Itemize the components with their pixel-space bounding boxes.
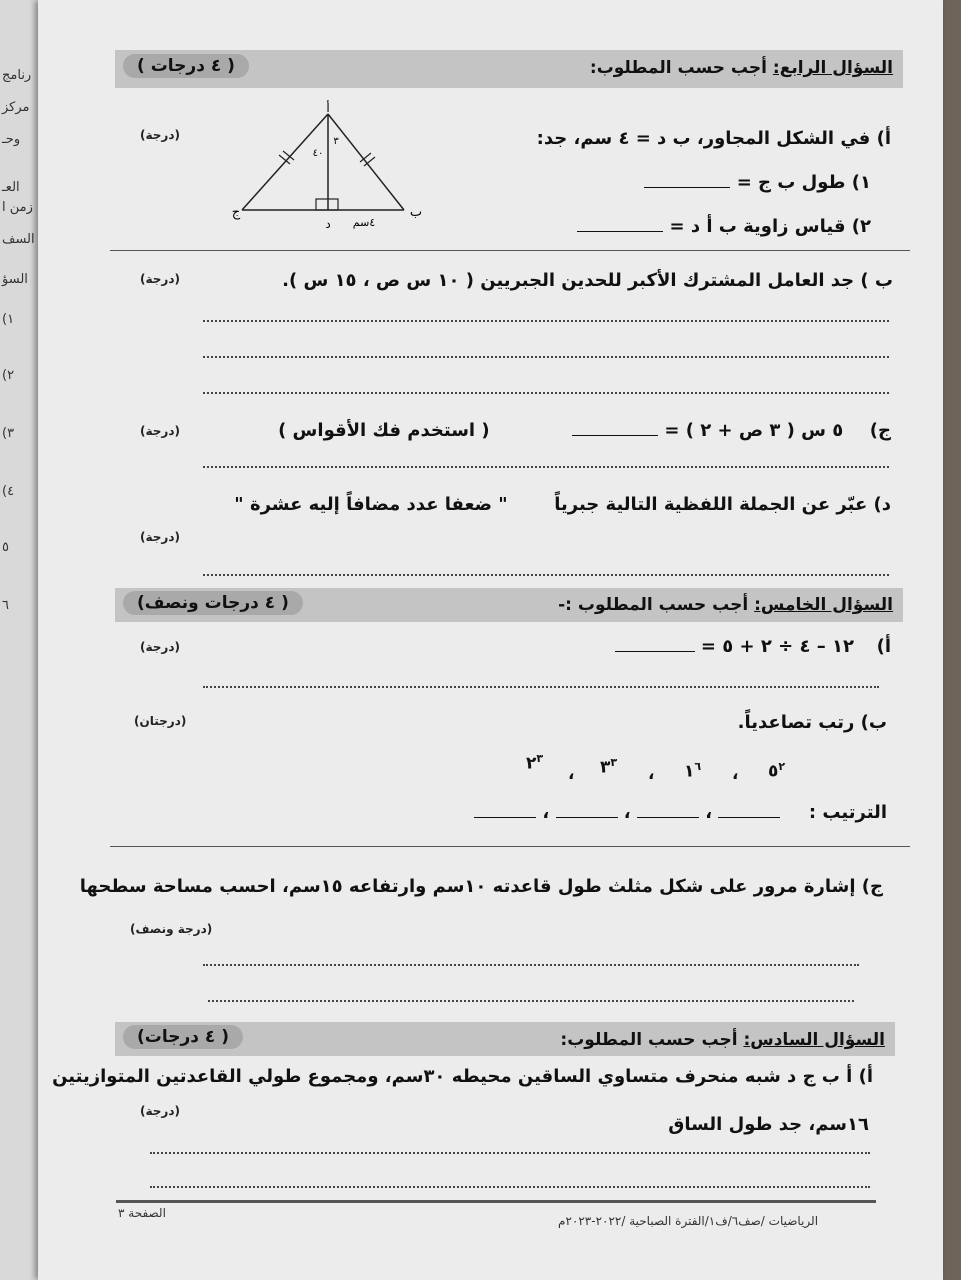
angle-right-label: ٣ [333,136,339,147]
vertex-right-label: ب [409,205,423,220]
q4a-grade: (درجة) [140,128,180,142]
q6a-line2: ١٦سم، جد طول الساق [668,1114,869,1135]
answer-line[interactable] [203,392,889,394]
power-exponent: ٣ [536,752,544,765]
answer-line[interactable] [203,466,889,468]
underpage-fragment: زمن ا [2,200,33,215]
separator: ، [568,764,575,784]
separator: ، [623,802,631,823]
q4d-line [234,494,891,515]
answer-blank[interactable] [556,803,618,818]
footer-page-number: الصفحة ٣ [118,1206,166,1220]
footer-course: الرياضيات /صف٦/ف١/الفترة الصباحية /٢٠٢٢-٢٠٢٣م [558,1214,819,1228]
q4c-expression: ٥ س ( ٣ ص + ٢ ) = [664,420,844,441]
q4a-intro: أ) في الشكل المجاور، ب د = ٤ سم، جد: [536,128,891,149]
power-exponent: ٢ [778,760,786,773]
answer-line[interactable] [203,964,859,966]
q5a-expression: ١٢ – ٤ ÷ ٢ + ٥ = [700,636,855,657]
separator: ، [732,764,739,784]
q4-title-wrap [590,58,893,78]
answer-line[interactable] [203,356,889,358]
underpage-fragment: رنامج [2,68,32,83]
answer-blank[interactable] [577,217,663,232]
power-exponent: ٣ [610,756,618,769]
q5-grade: ( ٤ درجات ونصف) [123,591,303,615]
underpage-fragment: ٤) [2,484,15,499]
q5b-order-line [474,802,887,823]
q5a-grade: (درجة) [140,640,180,654]
q6-title-wrap [560,1030,885,1050]
answer-blank[interactable] [615,637,695,652]
angle-left-label: ٤٠ [312,148,324,159]
divider [110,846,910,847]
q6-grade: ( ٤ درجات) [123,1025,243,1049]
q5c-grade: (درجة ونصف) [130,922,213,936]
side-ac [242,114,328,210]
q4-instruction: أجب حسب المطلوب: [589,58,767,78]
q4d-text: د) عبّر عن الجملة اللفظية التالية جبرياً [554,494,891,515]
separator: ، [542,802,550,823]
power-item [526,752,543,774]
separator: ، [648,764,655,784]
answer-blank[interactable] [718,803,780,818]
underpage-fragment: مركز [2,100,30,115]
q5-header [115,588,903,622]
power-exponent: ٦ [694,760,702,773]
vertex-left-label: ج [231,205,241,220]
footer-rule [116,1200,876,1203]
power-item [684,760,701,782]
q4c-hint: ( استخدم فك الأقواس ) [278,420,490,441]
answer-blank[interactable] [474,803,536,818]
separator: ، [705,802,713,823]
q4d-grade: (درجة) [140,530,180,544]
right-angle-mark [316,199,338,210]
power-base: ٥ [768,761,779,782]
underpage-fragment: ٥ [2,540,9,555]
power-base: ١ [684,761,695,782]
underpage-fragment: ١) [2,312,15,327]
q4a-item1-label: ١) طول ب ج = [736,172,871,193]
answer-blank[interactable] [637,803,699,818]
answer-line[interactable] [203,574,889,576]
underpage-fragment: السؤ [2,272,28,287]
answer-blank[interactable] [572,421,658,436]
triangle-figure [224,100,424,232]
q4a-item2 [577,216,871,237]
q5a-line [615,636,891,657]
q4c-line [278,420,891,441]
q4b-text: ب ) جد العامل المشترك الأكبر للحدين الجبريين ( ١٠ س ص ، ١٥ س ). [282,270,893,291]
q5-title-wrap [558,595,893,615]
q5b-text: ب) رتب تصاعدياً. [737,712,887,733]
q6-header [115,1022,895,1056]
answer-line[interactable] [203,686,879,688]
q4c-grade: (درجة) [140,424,180,438]
power-base: ٣ [600,757,611,778]
q4a-item2-label: ٢) قياس زاوية ب أ د = [669,216,871,237]
underpage-fragment: ٢) [2,368,15,383]
underpage-fragment: العـ [2,180,20,195]
q4-grade: ( ٤ درجات ) [123,54,249,78]
power-item [768,760,785,782]
q6a-grade: (درجة) [140,1104,180,1118]
q5-title: السؤال الخامس: [754,595,893,615]
q4c-label: ج) [869,420,891,441]
q4a-item1 [644,172,871,193]
answer-blank[interactable] [644,173,730,188]
foot-label: د [325,217,331,231]
q4-header [115,50,903,88]
power-item [600,756,617,778]
q4-title: السؤال الرابع: [772,58,893,78]
q6a-line1: أ) أ ب ج د شبه منحرف متساوي الساقين محيطه ٣٠سم، ومجموع طولي القاعدتين المتوازيتين [52,1066,873,1087]
answer-line[interactable] [203,320,889,322]
q6-title: السؤال السادس: [743,1030,885,1050]
q5a-label: أ) [876,636,891,657]
power-base: ٢ [526,753,537,774]
underpage-fragment: السف [2,232,35,247]
divider [110,250,910,251]
exam-page [38,0,943,1280]
underpage-fragment: ٣) [2,426,15,441]
answer-line[interactable] [208,1000,854,1002]
answer-line[interactable] [150,1152,870,1154]
vertex-top-label: أ [326,101,330,115]
underpage-fragment: وحـ [2,132,21,147]
q5b-grade: (درجتان) [134,714,187,728]
underpage-fragment: ٦ [2,598,9,613]
q6-instruction: أجب حسب المطلوب: [560,1030,738,1050]
answer-line[interactable] [150,1186,870,1188]
side-length-label: ٤سم [352,216,376,229]
q5b-order-label: الترتيب : [808,802,887,823]
q5c-text: ج) إشارة مرور على شكل مثلث طول قاعدته ١٠سم وارتفاعه ١٥سم، احسب مساحة سطحها [79,876,883,897]
q4d-phrase: " ضعفا عدد مضافاً إليه عشرة " [234,494,508,515]
side-ab [328,114,404,210]
q5-instruction: أجب حسب المطلوب :- [558,595,749,615]
q4b-grade: (درجة) [140,272,180,286]
